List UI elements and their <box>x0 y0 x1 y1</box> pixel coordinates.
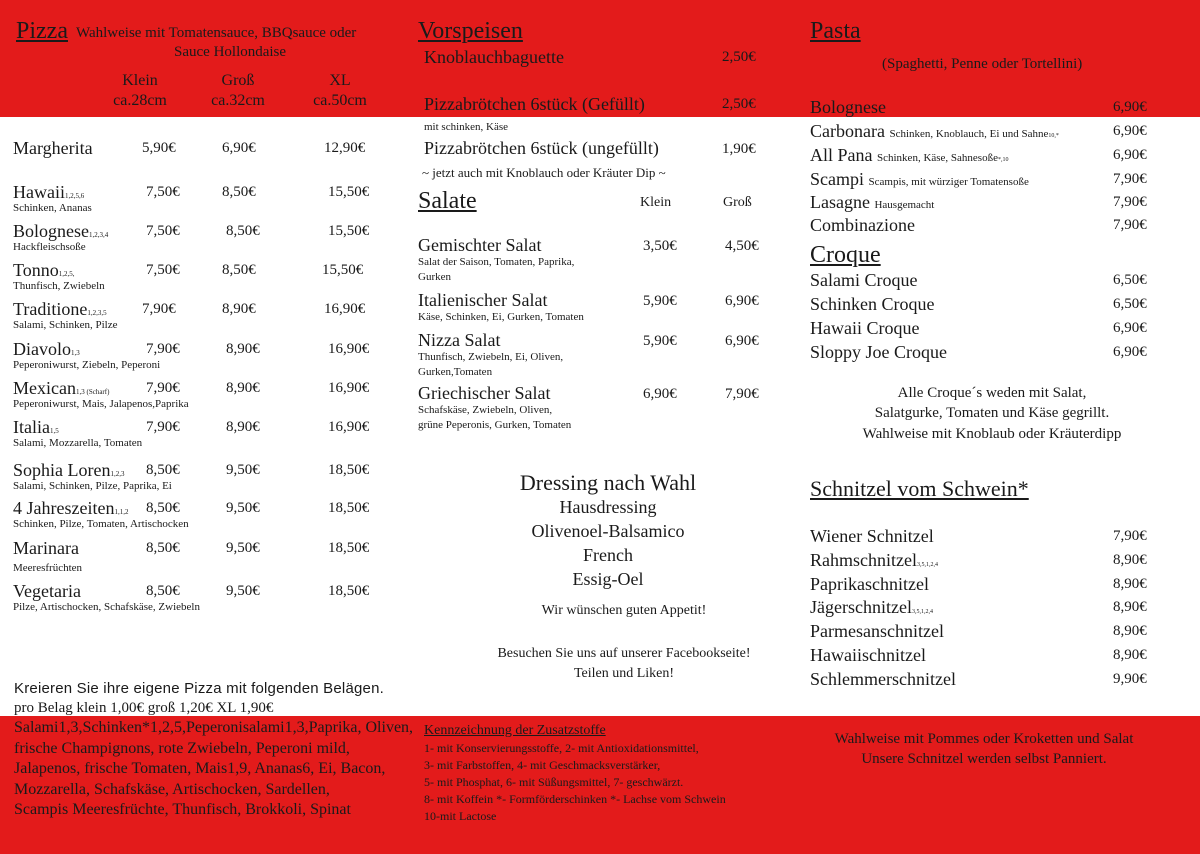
pizza-desc: Peperoniwurst, Mais, Jalapenos,Paprika <box>13 398 189 410</box>
salad-desc: Gurken <box>418 271 451 283</box>
pasta-desc: Schinken, Knoblauch, Ei und Sahne <box>889 128 1049 140</box>
additive-codes: *,10 <box>997 157 1009 163</box>
vorspeise-price: 1,90€ <box>722 141 756 157</box>
price-klein: 8,50€ <box>146 462 180 478</box>
pizza-name-text: 4 Jahreszeiten <box>13 498 115 518</box>
price-klein: 5,90€ <box>142 140 176 156</box>
croque-item <box>0 342 1200 364</box>
dressing-option: Hausdressing <box>559 497 657 517</box>
schnitzel-item <box>0 526 1200 548</box>
croque-price: 6,50€ <box>1113 272 1147 288</box>
price-gross: 8,50€ <box>222 262 256 278</box>
price-xl: 15,50€ <box>322 262 364 278</box>
pasta-name <box>810 121 1059 142</box>
pasta-name <box>810 97 886 118</box>
croque-item <box>0 270 1200 292</box>
schnitzel-item <box>0 550 1200 572</box>
pizza-desc: Salami, Mozzarella, Tomaten <box>13 437 143 449</box>
dressing-option: French <box>583 545 633 565</box>
pizza-title: Pizza <box>16 18 68 44</box>
price-xl: 12,90€ <box>324 140 366 156</box>
pizza-desc: Salami, Schinken, Pilze, Paprika, Ei <box>13 480 172 492</box>
pasta-desc: Schinken, Käse, Sahnesoße <box>877 152 998 164</box>
schnitzel-item <box>0 621 1200 643</box>
croque-name: Schinken Croque <box>810 294 935 314</box>
pasta-name-text: Carbonara <box>810 121 885 141</box>
topping-line: frische Champignons, rote Zwiebeln, Peperoni mild, <box>14 739 350 757</box>
pasta-desc: Scampis, mit würziger Tomatensoße <box>868 176 1029 188</box>
zusatz-title: Kennzeichnung der Zusatzstoffe <box>424 723 606 738</box>
price-gross: 4,50€ <box>725 238 759 254</box>
price-xl: 16,90€ <box>324 301 366 317</box>
additive-codes: 10,* <box>1048 133 1059 139</box>
schnitzel-name-text: Wiener Schnitzel <box>810 526 934 546</box>
pasta-price: 7,90€ <box>1113 217 1147 233</box>
price-gross: 7,90€ <box>725 386 759 402</box>
salad-name: Nizza Salat <box>418 330 501 350</box>
salate-size-gross: Groß <box>723 195 752 210</box>
salad-name: Italienischer Salat <box>418 290 548 310</box>
pasta-item <box>0 145 1200 167</box>
facebook-text-2: Teilen und Liken! <box>573 666 675 681</box>
zusatz-line: 3- mit Farbstoffen, 4- mit Geschmacksverstärker, <box>424 758 661 772</box>
zusatz-line: 5- mit Phosphat, 6- mit Süßungsmittel, 7- geschwärzt. <box>424 775 684 789</box>
price-gross: 6,90€ <box>725 333 759 349</box>
salate-size-klein: Klein <box>640 195 672 210</box>
pizza-name-text: Vegetaria <box>13 581 81 601</box>
pasta-subtitle: (Spaghetti, Penne oder Tortellini) <box>882 56 1083 72</box>
schnitzel-price: 8,90€ <box>1113 575 1147 592</box>
salad-desc: Schafskäse, Zwiebeln, Oliven, <box>418 404 553 416</box>
schnitzel-name-text: Hawaiischnitzel <box>810 645 926 665</box>
schnitzel-name-text: Jägerschnitzel <box>810 597 912 618</box>
salad-desc: grüne Peperonis, Gurken, Tomaten <box>418 419 572 431</box>
custom-pizza-line-2: pro Belag klein 1,00€ groß 1,20€ XL 1,90€ <box>14 700 274 716</box>
custom-pizza-line-1: Kreieren Sie ihre eigene Pizza mit folgenden Belägen. <box>14 680 384 697</box>
croque-item <box>0 294 1200 316</box>
price-xl: 15,50€ <box>328 184 370 200</box>
price-gross: 6,90€ <box>222 140 256 156</box>
price-klein: 7,90€ <box>146 419 180 435</box>
schnitzel-item <box>0 574 1200 596</box>
pizza-desc: Salami, Schinken, Pilze <box>13 319 118 331</box>
pizza-desc: Meeresfrüchten <box>13 562 83 574</box>
croque-title: Croque <box>810 242 881 268</box>
pizza-item <box>0 460 400 500</box>
zusatz-line: 8- mit Koffein *- Formförderschinken *- Lachse vom Schwein <box>424 792 726 806</box>
size-gross-dim: ca.32cm <box>211 92 265 109</box>
price-klein: 8,50€ <box>146 500 180 516</box>
additive-codes: 1,1,2 <box>114 508 129 516</box>
pasta-price: 6,90€ <box>1113 147 1147 163</box>
additive-codes: 1,3 (Scharf) <box>75 388 110 396</box>
pizza-desc: Thunfisch, Zwiebeln <box>13 280 105 292</box>
additive-codes: 1,2,3 <box>110 470 125 478</box>
schnitzel-name <box>810 669 956 690</box>
schnitzel-price: 8,90€ <box>1113 551 1147 568</box>
pizza-name-text: Margherita <box>13 138 93 158</box>
additive-codes: 1,2,5, <box>58 270 75 278</box>
schnitzel-price: 8,90€ <box>1113 623 1147 640</box>
pasta-price: 6,90€ <box>1113 123 1147 139</box>
price-klein: 8,50€ <box>146 540 180 556</box>
schnitzel-name <box>810 550 938 571</box>
pizza-name-text: Bolognese <box>13 221 89 241</box>
salad-desc: Gurken,Tomaten <box>418 366 493 378</box>
croque-note-2: Salatgurke, Tomaten und Käse gegrillt. <box>874 405 1110 421</box>
croque-name: Salami Croque <box>810 270 918 290</box>
schnitzel-item <box>0 597 1200 619</box>
pasta-name-text: All Pana <box>810 145 873 165</box>
pizza-name <box>13 498 128 519</box>
price-xl: 18,50€ <box>328 583 370 599</box>
pasta-name <box>810 145 1008 166</box>
schnitzel-item <box>0 645 1200 667</box>
dressing-title: Dressing nach Wahl <box>519 470 697 495</box>
pasta-price: 7,90€ <box>1113 194 1147 210</box>
salad-name: Gemischter Salat <box>418 235 542 255</box>
croque-note-1: Alle Croque´s weden mit Salat, <box>897 385 1087 401</box>
croque-price: 6,90€ <box>1113 320 1147 336</box>
salate-title: Salate <box>418 188 477 214</box>
schnitzel-price: 7,90€ <box>1113 528 1147 544</box>
salad-desc: Thunfisch, Zwiebeln, Ei, Oliven, <box>418 351 564 363</box>
pizza-intro-2: Sauce Hollondaise <box>174 44 287 60</box>
zusatz-line: 1- mit Konservierungsstoffe, 2- mit Antioxidationsmittel, <box>424 741 699 755</box>
topping-line: Mozzarella, Schafskäse, Artischocken, Sardellen, <box>14 780 330 798</box>
schnitzel-name-text: Paprikaschnitzel <box>810 573 929 594</box>
additive-codes: 3,5,1,2,4 <box>911 609 933 616</box>
croque-note-3: Wahlweise mit Knoblaub oder Kräuterdipp <box>862 426 1122 442</box>
pasta-name-text: Lasagne <box>810 192 870 212</box>
dressing-option: Essig-Oel <box>572 569 644 589</box>
price-xl: 16,90€ <box>328 341 370 357</box>
vorspeise-name: Pizzabrötchen 6stück (ungefüllt) <box>424 138 659 158</box>
pasta-title: Pasta <box>810 18 861 44</box>
additive-codes: 1,2,3,5 <box>87 309 107 317</box>
schnitzel-price: 8,90€ <box>1113 647 1147 663</box>
price-klein: 3,50€ <box>643 238 677 254</box>
price-klein: 6,90€ <box>643 386 677 402</box>
price-gross: 8,90€ <box>226 341 260 357</box>
facebook-text-1: Besuchen Sie uns auf unserer Facebookseite! <box>497 646 751 661</box>
pizza-name-text: Italia <box>13 417 50 437</box>
price-gross: 9,50€ <box>226 462 260 478</box>
schnitzel-name-text: Parmesanschnitzel <box>810 621 944 642</box>
price-gross: 9,50€ <box>226 500 260 516</box>
additive-codes: 1,5 <box>49 427 59 435</box>
price-klein: 8,50€ <box>146 583 180 599</box>
vorspeise-desc: mit schinken, Käse <box>424 121 509 133</box>
size-klein-dim: ca.28cm <box>113 92 167 109</box>
size-klein-name: Klein <box>122 72 158 89</box>
pasta-name <box>810 215 915 236</box>
croque-price: 6,90€ <box>1113 344 1147 360</box>
dip-note: ~ jetzt auch mit Knoblauch oder Kräuter Dip ~ <box>422 165 666 180</box>
pasta-name-text: Scampi <box>810 169 864 189</box>
croque-name: Hawaii Croque <box>810 318 920 338</box>
schnitzel-name <box>810 526 934 547</box>
pasta-price: 7,90€ <box>1113 171 1147 187</box>
schnitzel-name <box>810 597 933 618</box>
pizza-desc: Schinken, Pilze, Tomaten, Artischocken <box>13 518 189 530</box>
price-klein: 5,90€ <box>643 293 677 309</box>
size-xl-name: XL <box>329 72 351 89</box>
schnitzel-name <box>810 645 926 666</box>
price-gross: 8,90€ <box>222 301 256 317</box>
pizza-name-text: Mexican <box>13 378 76 398</box>
price-gross: 8,90€ <box>226 380 260 396</box>
appetit-text: Wir wünschen guten Appetit! <box>541 603 707 618</box>
pasta-item <box>0 215 1200 237</box>
price-gross: 6,90€ <box>725 293 759 309</box>
price-xl: 16,90€ <box>328 380 370 396</box>
croque-name: Sloppy Joe Croque <box>810 342 947 362</box>
pasta-name-text: Bolognese <box>810 97 886 117</box>
vorspeise-price: 2,50€ <box>722 49 756 65</box>
price-gross: 8,50€ <box>226 223 260 239</box>
pasta-name-text: Combinazione <box>810 215 915 235</box>
pizza-desc: Peperoniwurst, Ziebeln, Peperoni <box>13 359 161 371</box>
pasta-item <box>0 97 1200 119</box>
price-klein: 7,90€ <box>146 380 180 396</box>
price-xl: 18,50€ <box>328 540 370 556</box>
pizza-desc: Pilze, Artischocken, Schafskäse, Zwiebeln <box>13 601 200 613</box>
schnitzel-name-text: Schlemmerschnitzel <box>810 668 956 689</box>
price-xl: 18,50€ <box>328 462 370 478</box>
price-gross: 9,50€ <box>226 540 260 556</box>
vorspeise-price: 2,50€ <box>722 96 756 112</box>
dressing-option: Olivenoel-Balsamico <box>531 521 685 541</box>
pizza-name-text: Traditione <box>13 299 88 319</box>
additive-codes: 1,2,5,6 <box>64 192 85 200</box>
zusatz-line: 10-mit Lactose <box>424 809 497 823</box>
schnitzel-title: Schnitzel vom Schwein* <box>810 476 1029 501</box>
size-gross-name: Groß <box>221 72 255 89</box>
price-klein: 7,50€ <box>146 184 180 200</box>
schnitzel-footer-2: Unsere Schnitzel werden selbst Panniert. <box>861 751 1107 767</box>
pizza-name-text: Diavolo <box>13 339 71 359</box>
pizza-desc: Schinken, Ananas <box>13 202 92 214</box>
vorspeise-name: Knoblauchbaguette <box>424 47 564 67</box>
price-gross: 9,50€ <box>226 583 260 599</box>
schnitzel-name <box>810 621 944 642</box>
schnitzel-name <box>810 574 929 595</box>
pasta-price: 6,90€ <box>1113 99 1147 115</box>
pizza-name-text: Marinara <box>13 538 79 558</box>
price-klein: 5,90€ <box>643 333 677 349</box>
pasta-name <box>810 192 934 213</box>
schnitzel-price: 8,90€ <box>1113 599 1147 616</box>
topping-line: Salami1,3,Schinken*1,2,5,Peperonisalami1,3,Paprika, Oliven, <box>14 719 414 736</box>
price-xl: 16,90€ <box>328 419 370 435</box>
price-xl: 18,50€ <box>328 500 370 516</box>
pizza-name-text: Sophia Loren <box>13 460 111 480</box>
pizza-desc: Hackfleischsoße <box>13 241 86 253</box>
pizza-name-text: Tonno <box>13 260 59 280</box>
schnitzel-footer-1: Wahlweise mit Pommes oder Kroketten und Salat <box>834 731 1134 747</box>
schnitzel-item <box>0 669 1200 691</box>
schnitzel-price: 9,90€ <box>1113 670 1147 687</box>
croque-item <box>0 318 1200 340</box>
price-klein: 7,50€ <box>146 223 180 239</box>
pizza-name <box>13 460 124 481</box>
price-xl: 15,50€ <box>328 223 370 239</box>
topping-line: Scampis Meeresfrüchte, Thunfisch, Brokkoli, Spinat <box>14 801 351 818</box>
salad-desc: Salat der Saison, Tomaten, Paprika, <box>418 256 575 268</box>
salad-name: Griechischer Salat <box>418 383 551 403</box>
price-klein: 7,90€ <box>146 341 180 357</box>
pasta-item <box>0 121 1200 143</box>
pasta-item <box>0 169 1200 191</box>
price-klein: 7,50€ <box>146 262 180 278</box>
schnitzel-name-text: Rahmschnitzel <box>810 549 917 570</box>
topping-line: Jalapenos, frische Tomaten, Mais1,9, Ananas6, Ei, Bacon, <box>14 760 386 777</box>
vorspeisen-title: Vorspeisen <box>418 18 523 44</box>
additive-codes: 1,3 <box>71 349 80 357</box>
additive-codes: 1,2,3,4 <box>89 231 109 239</box>
price-gross: 8,50€ <box>222 184 256 200</box>
pasta-item <box>0 192 1200 214</box>
price-klein: 7,90€ <box>142 301 176 317</box>
vorspeise-name: Pizzabrötchen 6stück (Gefüllt) <box>424 94 645 114</box>
price-gross: 8,90€ <box>226 419 260 435</box>
pasta-name <box>810 169 1029 190</box>
pasta-desc: Hausgemacht <box>874 199 935 211</box>
croque-price: 6,50€ <box>1113 296 1147 312</box>
salad-desc: Käse, Schinken, Ei, Gurken, Tomaten <box>418 311 584 323</box>
additive-codes: 3,5,1,2,4 <box>916 561 938 568</box>
salad-item <box>0 383 800 433</box>
pizza-name-text: Hawaii <box>13 182 65 202</box>
size-xl-dim: ca.50cm <box>313 92 367 109</box>
pizza-intro-1: Wahlweise mit Tomatensauce, BBQsauce oder <box>76 25 357 41</box>
